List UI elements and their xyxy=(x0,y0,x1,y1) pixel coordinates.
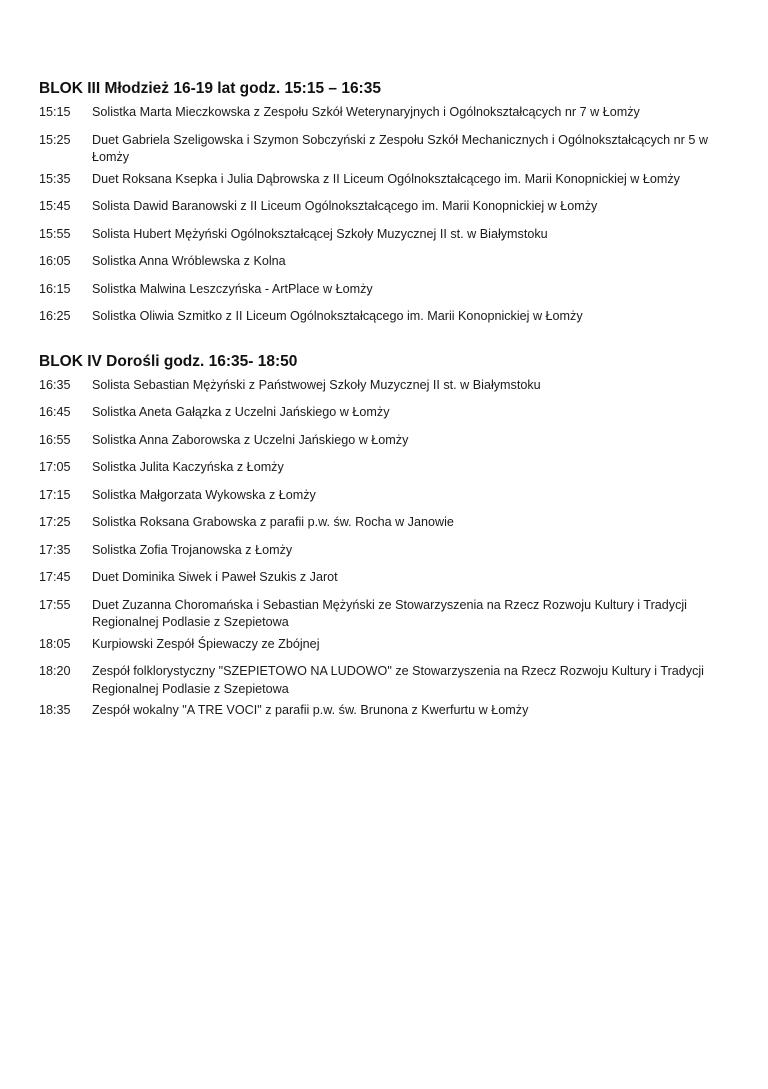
schedule-entry xyxy=(39,514,729,532)
entry-description: Duet Gabriela Szeligowska i Szymon Sobczyński z Zespołu Szkół Mechanicznych i Ogólnokształcących nr 5 w Łomży xyxy=(92,132,708,164)
schedule-entry xyxy=(39,459,729,477)
schedule-entry xyxy=(39,104,729,122)
block-title: BLOK IV Dorośli godz. 16:35- 18:50 xyxy=(39,352,298,370)
entry-description: Solistka Roksana Grabowska z parafii p.w. św. Rocha w Janowie xyxy=(92,515,454,529)
schedule-entry xyxy=(39,132,729,167)
schedule-page xyxy=(39,80,729,730)
entry-time: 15:55 xyxy=(39,226,71,241)
entry-time: 15:25 xyxy=(39,132,71,147)
entry-time: 17:25 xyxy=(39,515,71,529)
schedule-entry xyxy=(39,253,729,271)
entry-time: 17:55 xyxy=(39,597,71,612)
schedule-entry xyxy=(39,636,729,654)
entry-time: 16:25 xyxy=(39,309,71,323)
schedule-entry xyxy=(39,569,729,587)
schedule-entry xyxy=(39,226,729,244)
schedule-entry xyxy=(39,702,729,720)
entry-description: Zespół folklorystyczny "SZEPIETOWO NA LUDOWO" ze Stowarzyszenia na Rzecz Rozwoju Kultury i Tradycji Regionalnej Podlasie z Szepietowa xyxy=(92,664,704,696)
entry-time: 17:45 xyxy=(39,570,71,584)
entry-description: Solista Dawid Baranowski z II Liceum Ogólnokształcącego im. Marii Konopnickiej w Łomży xyxy=(92,199,598,213)
entry-description: Kurpiowski Zespół Śpiewaczy ze Zbójnej xyxy=(92,636,320,651)
entry-time: 18:20 xyxy=(39,664,71,678)
entry-description: Solistka Aneta Gałązka z Uczelni Jańskiego w Łomży xyxy=(92,405,390,419)
entry-time: 16:35 xyxy=(39,377,71,392)
entry-description: Solistka Małgorzata Wykowska z Łomży xyxy=(92,487,316,502)
entry-description: Solista Sebastian Mężyński z Państwowej Szkoły Muzycznej II st. w Białymstoku xyxy=(92,377,541,392)
entry-description: Solistka Zofia Trojanowska z Łomży xyxy=(92,542,293,557)
entry-description: Solista Hubert Mężyński Ogólnokształcącej Szkoły Muzycznej II st. w Białymstoku xyxy=(92,226,548,241)
entry-description: Solistka Anna Zaborowska z Uczelni Jańskiego w Łomży xyxy=(92,432,409,447)
schedule-entry xyxy=(39,663,729,698)
entry-time: 17:15 xyxy=(39,487,71,502)
schedule-entry xyxy=(39,432,729,450)
entry-description: Zespół wokalny "A TRE VOCI" z parafii p.w. św. Brunona z Kwerfurtu w Łomży xyxy=(92,703,529,717)
entry-description: Solistka Anna Wróblewska z Kolna xyxy=(92,254,286,268)
schedule-entry xyxy=(39,404,729,422)
entry-time: 17:05 xyxy=(39,460,71,474)
entry-description: Solistka Oliwia Szmitko z II Liceum Ogólnokształcącego im. Marii Konopnickiej w Łomży xyxy=(92,309,583,323)
schedule-entry xyxy=(39,308,729,326)
entry-time: 15:15 xyxy=(39,105,71,119)
schedule-entry xyxy=(39,198,729,216)
entry-description: Duet Roksana Ksepka i Julia Dąbrowska z II Liceum Ogólnokształcącego im. Marii Konopnickiej w Łomży xyxy=(92,171,680,186)
entry-time: 15:35 xyxy=(39,171,71,186)
entry-description: Solistka Marta Mieczkowska z Zespołu Szkół Weterynaryjnych i Ogólnokształcących nr 7 w Łomży xyxy=(92,105,640,119)
block-title: BLOK III Młodzież 16-19 lat godz. 15:15 – 16:35 xyxy=(39,80,381,97)
block-iv xyxy=(39,353,729,720)
schedule-entry xyxy=(39,542,729,560)
entry-description: Solistka Malwina Leszczyńska - ArtPlace w Łomży xyxy=(92,281,373,296)
schedule-entry xyxy=(39,487,729,505)
entry-description: Duet Dominika Siwek i Paweł Szukis z Jarot xyxy=(92,570,338,584)
schedule-entry xyxy=(39,597,729,632)
schedule-entry xyxy=(39,171,729,189)
entry-description: Duet Zuzanna Choromańska i Sebastian Mężyński ze Stowarzyszenia na Rzecz Rozwoju Kultury i Tradycji Regionalnej Podlasie z Szepietowa xyxy=(92,597,687,629)
block-iii xyxy=(39,80,729,326)
schedule-entry xyxy=(39,281,729,299)
entry-time: 18:05 xyxy=(39,636,71,651)
entry-time: 15:45 xyxy=(39,199,71,213)
entry-time: 17:35 xyxy=(39,542,71,557)
entry-description: Solistka Julita Kaczyńska z Łomży xyxy=(92,460,284,474)
entry-time: 16:45 xyxy=(39,405,71,419)
entry-time: 16:15 xyxy=(39,281,71,296)
entry-time: 16:55 xyxy=(39,432,71,447)
entry-time: 18:35 xyxy=(39,703,71,717)
schedule-entry xyxy=(39,377,729,395)
entry-time: 16:05 xyxy=(39,254,71,268)
